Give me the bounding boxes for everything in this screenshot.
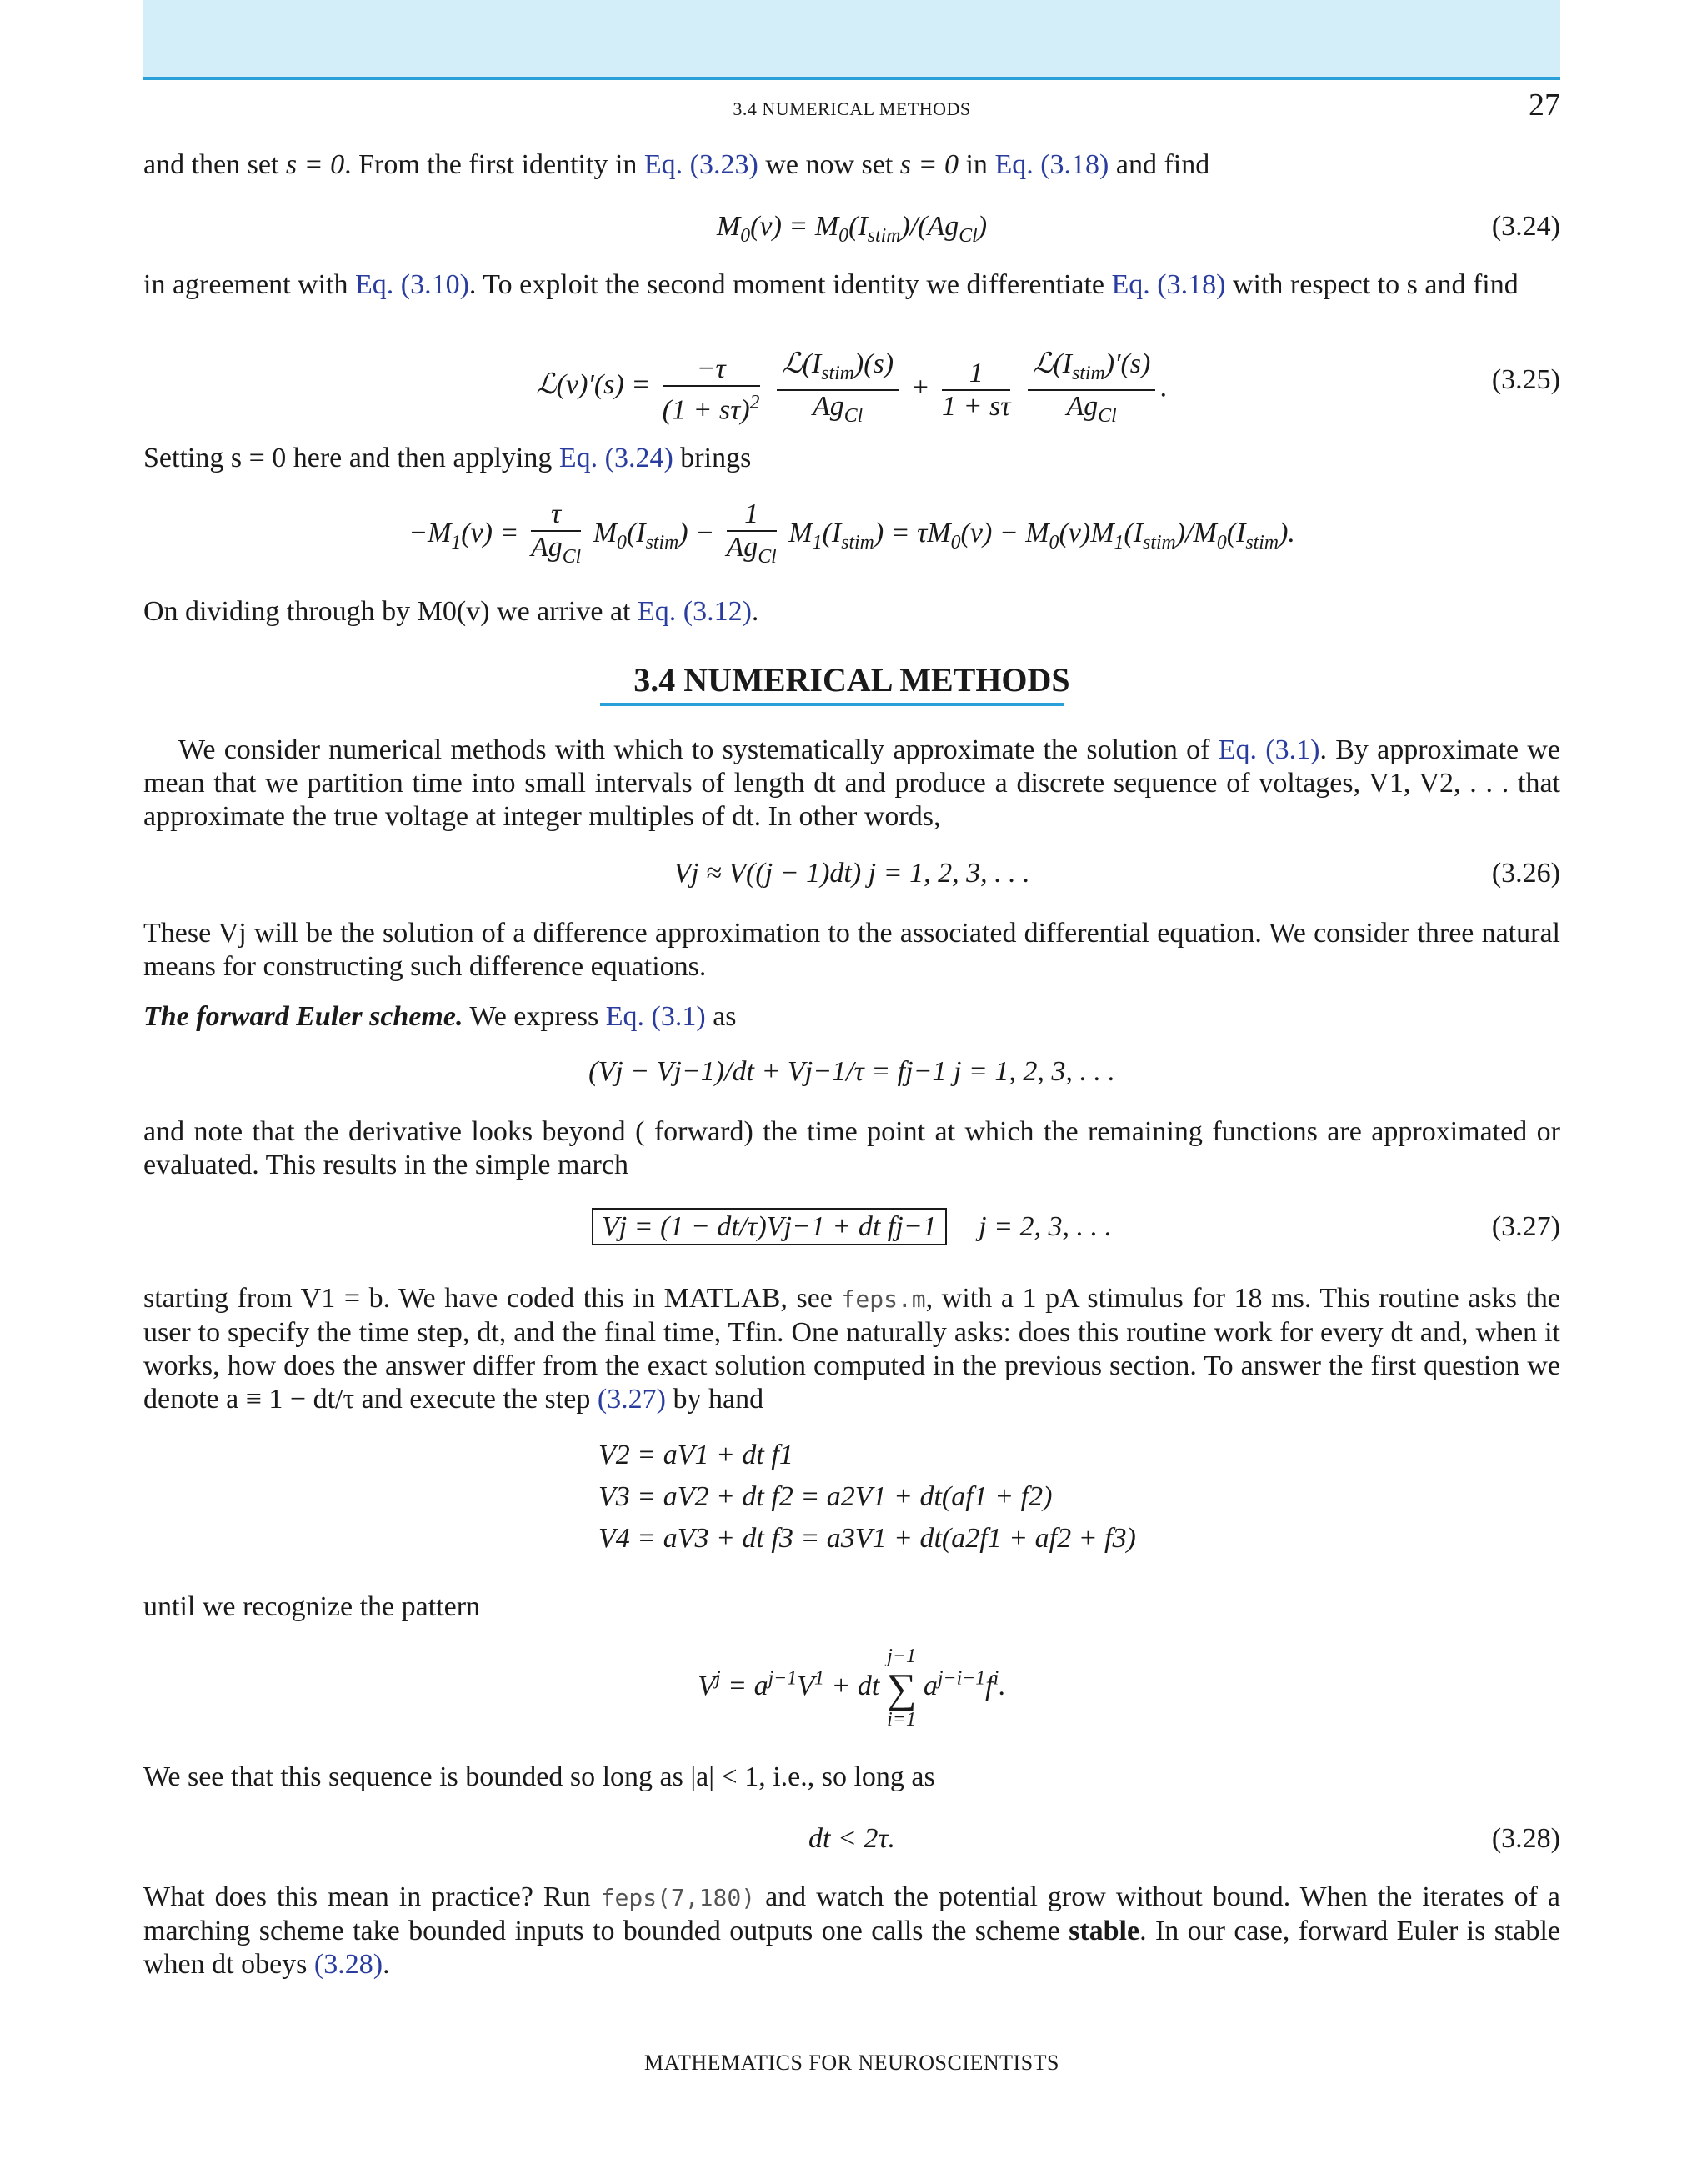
- link-eq-3-10[interactable]: Eq. (3.10): [354, 269, 469, 300]
- paragraph-3: Setting s = 0 here and then applying Eq. (3.24) brings: [143, 443, 752, 473]
- paragraph-2: in agreement with Eq. (3.10). To exploit the second moment identity we differentiate Eq. (3.18) with respect to s and find: [143, 269, 1519, 300]
- page-footer: MATHEMATICS FOR NEUROSCIENTISTS: [644, 2051, 1059, 2075]
- paragraph-6: These Vj will be the solution of a difference approximation to the associated differential equation. We consider three natural means for constructing such difference equations.: [143, 918, 1560, 982]
- equation-v4: V4 = aV3 + dt f3 = a3V1 + dt(a2f1 + af2 + f3): [598, 1523, 1136, 1554]
- link-eq-3-18b[interactable]: Eq. (3.18): [1111, 269, 1226, 300]
- paragraph-10: until we recognize the pattern: [143, 1591, 481, 1622]
- header-band: [143, 0, 1560, 80]
- equation-3-28: dt < 2τ. (3.28): [808, 1823, 1560, 1854]
- boxed-equation: Vj = (1 − dt/τ)Vj−1 + dt fj−1: [592, 1208, 947, 1245]
- equation-v2: V2 = aV1 + dt f1: [598, 1440, 793, 1470]
- paragraph-8: and note that the derivative looks beyond ( forward) the time point at which the remaining functions are approximated or evaluated. This results in the simple march: [143, 1116, 1560, 1180]
- equation-pattern: $V^j = a^{j-1}V^1$ + dt j−1 ∑ i=1 $a^{j-i-1}f^i$.: [698, 1646, 1006, 1731]
- link-eq-3-23[interactable]: Eq. (3.23): [643, 149, 758, 180]
- equation-3-25: ℒ(v)′(s) = $\frac{-\tau}{(1 + s\tau)^2}$ $\frac{ℒ(I_{stim})(s)}{Ag_{Cl}}$ + $\frac{1}{1 + s\tau}$ $\frac{ℒ(I_{stim})'(s)}{Ag_{Cl}}$ . (3.25): [536, 348, 1560, 427]
- link-eq-3-27[interactable]: (3.27): [597, 1384, 666, 1415]
- equation-forward-euler: (Vj − Vj−1)/dt + Vj−1/τ = fj−1 j = 1, 2, 3, . . .: [588, 1056, 1115, 1087]
- paragraph-7: The forward Euler scheme. We express Eq. (3.1) as: [143, 1001, 737, 1032]
- link-eq-3-1b[interactable]: Eq. (3.1): [605, 1001, 706, 1032]
- section-heading: 3.4 NUMERICAL METHODS: [633, 661, 1070, 699]
- code-feps-call: feps(7,180): [600, 1884, 756, 1911]
- equation-moment: $-M_1(v)$ = $\frac{\tau}{Ag_{Cl}}$ $M_0(I_{stim})$ − $\frac{1}{Ag_{Cl}}$ $M_1(I_{stim}) = \tau M_0(v) - M_0(v)M_1(I_{stim})/M_0(I_{stim})$.: [408, 498, 1295, 568]
- link-eq-3-12[interactable]: Eq. (3.12): [638, 596, 752, 627]
- link-eq-3-28[interactable]: (3.28): [313, 1949, 383, 1980]
- equation-v3: V3 = aV2 + dt f2 = a2V1 + dt(af1 + f2): [598, 1481, 1053, 1512]
- section-rule: [600, 703, 1064, 706]
- paragraph-12: What does this mean in practice? Run feps(7,180) and watch the potential grow without bound. When the iterates of a marching scheme take bounded inputs to bounded outputs one calls the scheme stable. In our case, forward Euler is stable when dt obeys (3.28).: [143, 1881, 1561, 1980]
- paragraph-11: We see that this sequence is bounded so long as |a| < 1, i.e., so long as: [143, 1761, 935, 1792]
- paragraph-5: We consider numerical methods with which to systematically approximate the solution of Eq. (3.1). By approximate we mean that we partition time into small intervals of length dt and produce a discrete sequence of voltages, V1, V2, . . . that approximate the true voltage at integer multiples of dt. In other words,: [143, 734, 1561, 832]
- link-eq-3-1[interactable]: Eq. (3.1): [1218, 734, 1320, 765]
- equation-3-24: $M_0(v) = M_0(I_{stim})/(Ag_{Cl})$ (3.24): [716, 211, 1560, 247]
- paragraph-4: On dividing through by M0(v) we arrive at Eq. (3.12).: [143, 596, 759, 627]
- paragraph-9: starting from V1 = b. We have coded this in MATLAB, see feps.m, with a 1 pA stimulus for 18 ms. This routine asks the user to specify the time step, dt, and the final time, Tfin. One naturally asks: does this routine work for every dt and, when it works, how does the answer differ from the exact solution computed in the previous section. To answer the first question we denote a ≡ 1 − dt/τ and execute the step (3.27) by hand: [143, 1283, 1560, 1415]
- paragraph-1: and then set s = 0. From the first identity in Eq. (3.23) we now set s = 0 in Eq. (3.18) and find: [143, 149, 1210, 180]
- equation-3-26: Vj ≈ V((j − 1)dt) j = 1, 2, 3, . . . (3.26): [673, 858, 1560, 889]
- link-eq-3-18[interactable]: Eq. (3.18): [994, 149, 1109, 180]
- page-number: 27: [1529, 88, 1560, 123]
- equation-3-27: Vj = (1 − dt/τ)Vj−1 + dt fj−1 j = 2, 3, . . . (3.27): [143, 1210, 1560, 1244]
- link-eq-3-24[interactable]: Eq. (3.24): [558, 443, 673, 473]
- running-head: 3.4 NUMERICAL METHODS: [733, 98, 971, 119]
- code-feps-m: feps.m: [841, 1285, 926, 1313]
